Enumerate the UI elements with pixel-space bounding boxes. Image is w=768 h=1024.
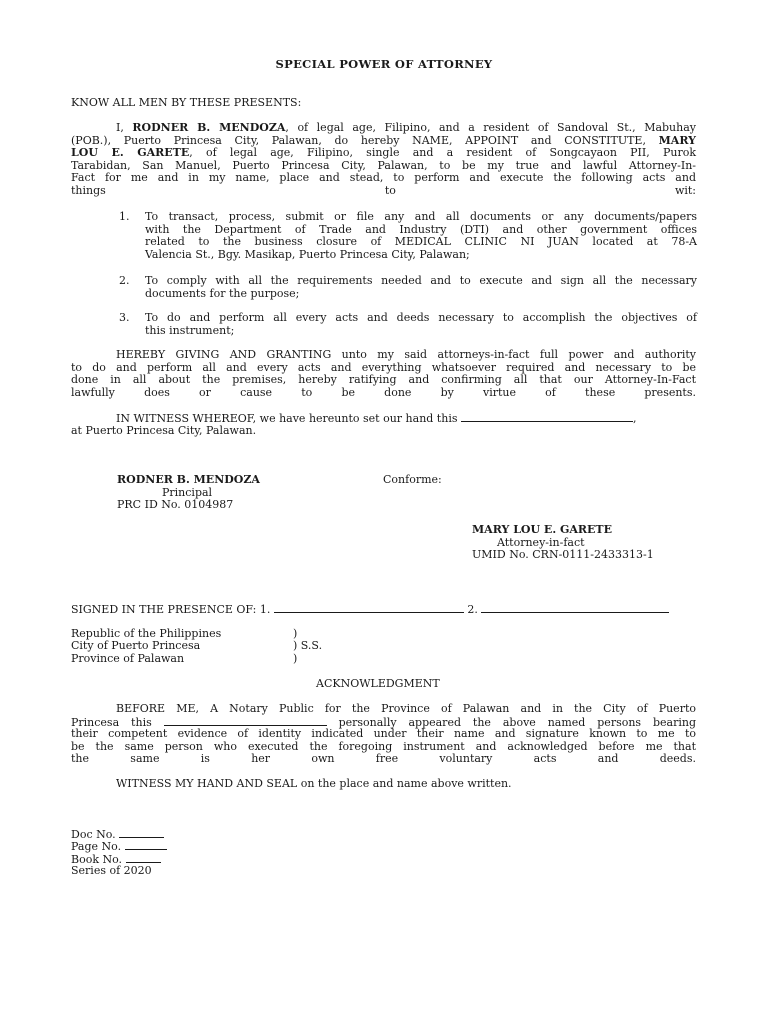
- item-line: documents for the purpose;: [145, 286, 300, 300]
- ack-line: BEFORE ME, A Notary Public for the Province of Palawan and in the City of Puerto: [116, 702, 696, 715]
- item-line: To transact, process, submit or file any and all documents or any documents/papers: [145, 210, 697, 223]
- intro-line-6: things to wit:: [71, 183, 696, 197]
- item-line: To comply with all the requirements needed and to execute and sign all the necessary: [145, 274, 697, 287]
- page-no: [71, 840, 167, 854]
- intro-paragraph: [71, 122, 696, 198]
- acknowledgment-title: ACKNOWLEDGMENT: [316, 677, 440, 690]
- ack-date-blank: [164, 716, 327, 726]
- witness-hand-seal: WITNESS MY HAND AND SEAL on the place and name above written.: [116, 777, 512, 790]
- doc-no-label: Doc No.: [71, 828, 116, 841]
- item-text: [145, 275, 697, 300]
- item-line: To do and perform all every acts and deeds necessary to accomplish the objectives of: [145, 311, 697, 324]
- principal-id: PRC ID No. 0104987: [117, 498, 234, 511]
- principal-role: Principal: [162, 486, 213, 499]
- venue-paren: ): [293, 627, 298, 640]
- venue-paren: ): [293, 652, 298, 665]
- attorney-name-inline: LOU E. GARETE: [71, 146, 190, 160]
- attorney-name: MARY LOU E. GARETE: [472, 523, 613, 536]
- witness-text: ,: [632, 412, 637, 425]
- ack-line: be the same person who executed the foregoing instrument and acknowledged before me that: [71, 739, 696, 753]
- doc-no-blank: [119, 828, 164, 838]
- principal-name: RODNER B. MENDOZA: [117, 473, 260, 486]
- venue-city: City of Puerto Princesa: [71, 639, 201, 652]
- intro-line-5: Fact for me and in my name, place and stead, to perform and execute the following acts and: [71, 171, 696, 185]
- venue-country: Republic of the Philippines: [71, 627, 222, 640]
- intro-text: (POB.), Puerto Princesa City, Palawan, do hereby NAME, APPOINT and CONSTITUTE,: [71, 133, 659, 147]
- item-line: this instrument;: [145, 323, 235, 337]
- granting-line: HEREBY GIVING AND GRANTING unto my said attorneys-in-fact full power and authority: [116, 348, 696, 361]
- witnesses-label: SIGNED IN THE PRESENCE OF: 1.: [71, 603, 271, 616]
- ack-text: Princesa this: [71, 715, 164, 729]
- salutation: KNOW ALL MEN BY THESE PRESENTS:: [71, 96, 302, 109]
- item-text: [145, 211, 697, 261]
- date-blank: [461, 412, 633, 422]
- intro-text: I,: [116, 121, 133, 134]
- ack-text: personally appeared the above named persons bearing: [326, 715, 697, 729]
- witness-2-label: 2.: [467, 603, 478, 616]
- granting-line: done in all about the premises, hereby ratifying and confirming all that our Attorney-In-Fact: [71, 373, 696, 387]
- item-line: with the Department of Trade and Industry (DTI) and other government offices: [145, 222, 697, 236]
- page-no-label: Page No.: [71, 840, 122, 853]
- witnesses-line: [71, 603, 669, 617]
- ack-line: the same is her own free voluntary acts and deeds.: [71, 752, 696, 766]
- granting-paragraph: [71, 349, 696, 399]
- granting-line: lawfully does or cause to be done by virtue of these presents.: [71, 385, 696, 399]
- book-no-blank: [126, 853, 161, 863]
- principal-name-inline: RODNER B. MENDOZA: [132, 121, 286, 134]
- attorney-id: UMID No. CRN-0111-2433313-1: [472, 548, 654, 561]
- item-number: 3.: [119, 311, 130, 324]
- acknowledgment-paragraph: [71, 703, 696, 766]
- item-line: Valencia St., Bgy. Masikap, Puerto Princesa City, Palawan;: [145, 247, 470, 261]
- intro-text: , of legal age, Filipino, and a resident of Sandoval St., Mabuhay: [285, 121, 696, 134]
- granting-line: to do and perform all and every acts and everything whatsoever required and necessary to be: [71, 360, 696, 374]
- intro-line-4: Tarabidan, San Manuel, Puerto Princesa City, Palawan, to be my true and lawful Attorney-In-: [71, 158, 696, 172]
- intro-text: , of legal age, Filipino, single and a resident of Songcayaon PII, Purok: [189, 146, 696, 160]
- item-line: related to the business closure of MEDICAL CLINIC NI JUAN located at 78-A: [145, 235, 697, 249]
- venue-ss: ) S.S.: [293, 639, 323, 652]
- conforme-label: Conforme:: [383, 473, 442, 486]
- item-number: 1.: [119, 210, 130, 223]
- item-number: 2.: [119, 274, 130, 287]
- intro-line-3: [71, 147, 696, 160]
- document-title: SPECIAL POWER OF ATTORNEY: [275, 57, 493, 71]
- witness-2-blank: [481, 603, 669, 613]
- witness-1-blank: [274, 603, 464, 613]
- attorney-role: Attorney-in-fact: [497, 536, 585, 549]
- witness-text: IN WITNESS WHEREOF, we have hereunto set our hand this: [116, 412, 461, 425]
- attorney-name-inline: MARY: [658, 133, 696, 147]
- item-text: [145, 312, 697, 337]
- witness-place: at Puerto Princesa City, Palawan.: [71, 424, 257, 437]
- ack-line: their competent evidence of identity indicated under their name and signature known to me to: [71, 727, 696, 741]
- series: Series of 2020: [71, 864, 152, 877]
- venue-province: Province of Palawan: [71, 652, 185, 665]
- book-no-label: Book No.: [71, 853, 123, 866]
- page-no-blank: [125, 840, 167, 850]
